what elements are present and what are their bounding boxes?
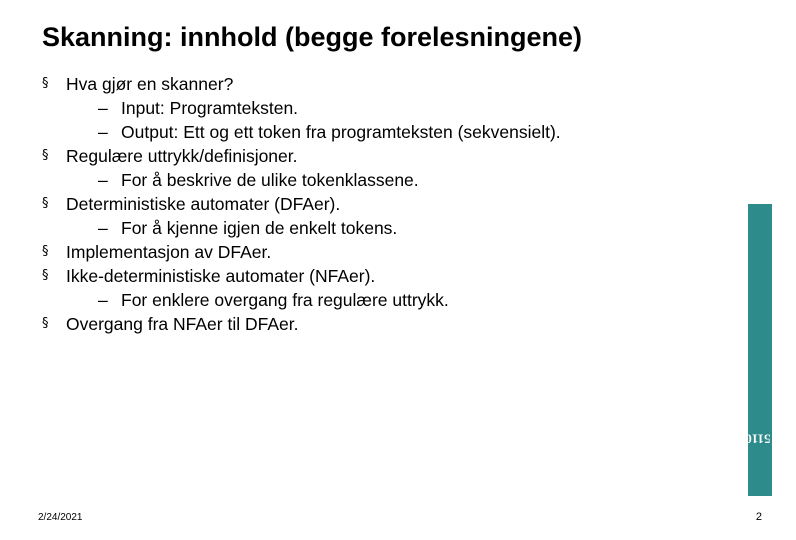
dash-icon: – — [98, 98, 108, 118]
item-text: Deterministiske automater (DFAer). — [66, 194, 341, 214]
slide-title: Skanning: innhold (begge forelesningene) — [42, 22, 583, 52]
bullet-icon: § — [42, 268, 49, 283]
item-text: Input: Programteksten. — [121, 98, 299, 118]
sub-list-item — [42, 168, 732, 192]
item-text: Ikke-deterministiske automater (NFAer). — [66, 266, 376, 286]
course-label — [708, 204, 796, 496]
course-label-text: INF 5110 - 2014 — [708, 431, 796, 447]
list-item — [42, 192, 732, 216]
sub-list-item — [42, 120, 732, 144]
dash-icon: – — [98, 170, 108, 190]
item-text: For enklere overgang fra regulære uttrykk. — [121, 290, 449, 310]
sub-list-item — [42, 96, 732, 120]
item-text: Regulære uttrykk/definisjoner. — [66, 146, 298, 166]
list-item — [42, 240, 732, 264]
bullet-list — [42, 72, 732, 336]
bullet-icon: § — [42, 196, 49, 211]
sub-list-item — [42, 288, 732, 312]
list-item — [42, 312, 732, 336]
bullet-icon: § — [42, 244, 49, 259]
slide-date: 2/24/2021 — [38, 512, 83, 523]
dash-icon: – — [98, 290, 108, 310]
item-text: For å kjenne igjen de enkelt tokens. — [121, 218, 398, 238]
dash-icon: – — [98, 122, 108, 142]
list-item — [42, 72, 732, 96]
bullet-icon: § — [42, 76, 49, 91]
bullet-icon: § — [42, 316, 49, 331]
list-item — [42, 264, 732, 288]
dash-icon: – — [98, 218, 108, 238]
item-text: Overgang fra NFAer til DFAer. — [66, 314, 299, 334]
item-text: For å beskrive de ulike tokenklassene. — [121, 170, 419, 190]
item-text: Output: Ett og ett token fra programteksten (sekvensielt). — [121, 122, 561, 142]
item-text: Hva gjør en skanner? — [66, 74, 234, 94]
page-number: 2 — [755, 511, 762, 523]
bullet-icon: § — [42, 148, 49, 163]
list-item — [42, 144, 732, 168]
item-text: Implementasjon av DFAer. — [66, 242, 272, 262]
sub-list-item — [42, 216, 732, 240]
